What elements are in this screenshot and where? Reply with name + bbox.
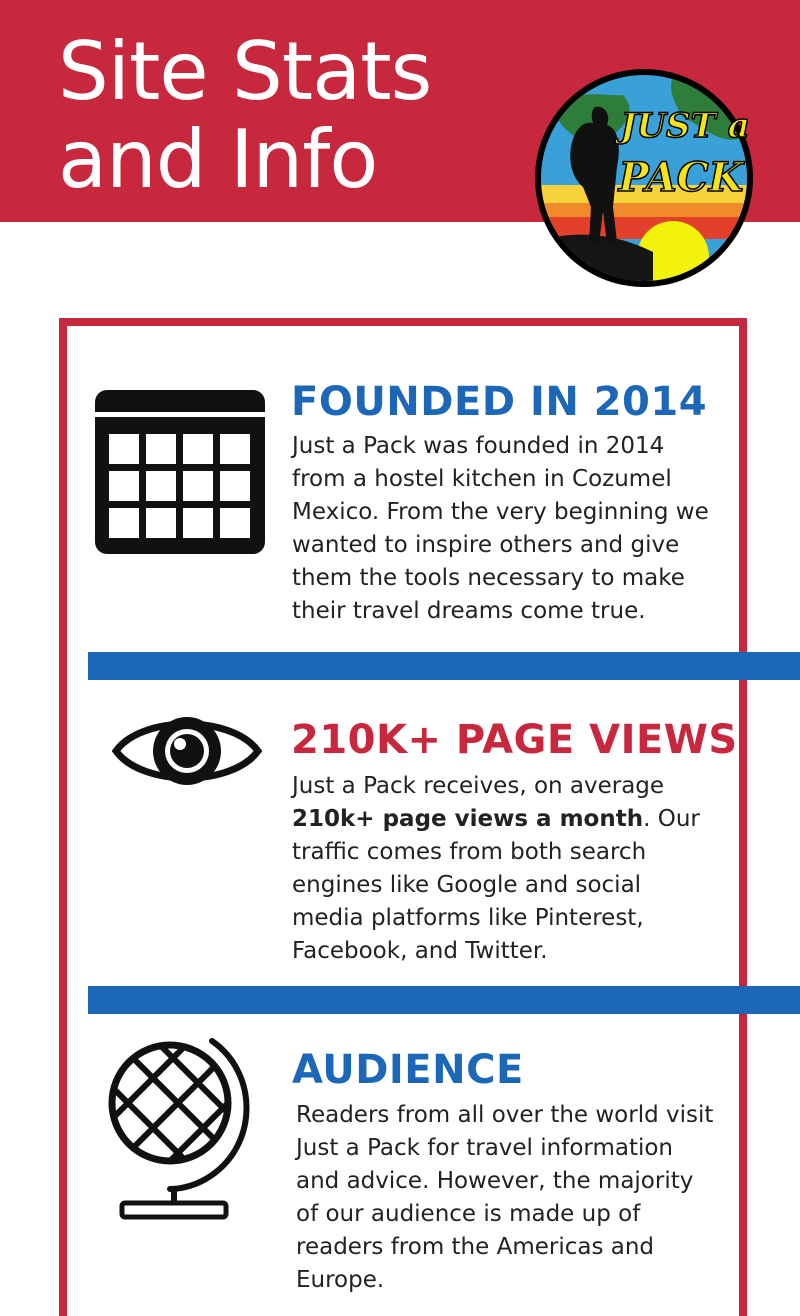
page-title-line-1: Site Stats (58, 25, 432, 118)
eye-icon (112, 709, 262, 793)
just-a-pack-logo (533, 67, 755, 289)
logo-text-line-2: PACK (618, 154, 744, 201)
section-divider-1 (88, 652, 800, 680)
section-divider-2 (88, 986, 800, 1014)
section-heading-page-views: 210K+ PAGE VIEWS (291, 717, 738, 763)
page-views-text-after: . Our traffic comes from both search engines like Google and social media platforms like Pinterest, Facebook, and Twitter. (292, 806, 700, 964)
page-views-text-before: Just a Pack receives, on average (292, 773, 665, 799)
section-body-page-views (292, 770, 712, 968)
page-title-line-2: and Info (58, 113, 378, 206)
globe-icon (108, 1033, 254, 1223)
page-views-highlight: 210k+ page views a month (292, 806, 644, 832)
section-body-audience: Readers from all over the world visit Just a Pack for travel information and advice. However, the majority of our audience is made up of readers from the Americas and Europe. (296, 1102, 714, 1293)
page-title (58, 25, 518, 206)
calendar-icon (95, 390, 265, 554)
section-heading-founded: FOUNDED IN 2014 (291, 379, 708, 425)
section-body-founded: Just a Pack was founded in 2014 from a hostel kitchen in Cozumel Mexico. From the very beginning we wanted to inspire others and give them the tools necessary to make their travel dreams come true. (292, 433, 709, 624)
section-heading-audience: AUDIENCE (292, 1047, 524, 1093)
logo-text-line-1: JUST a (620, 106, 750, 146)
